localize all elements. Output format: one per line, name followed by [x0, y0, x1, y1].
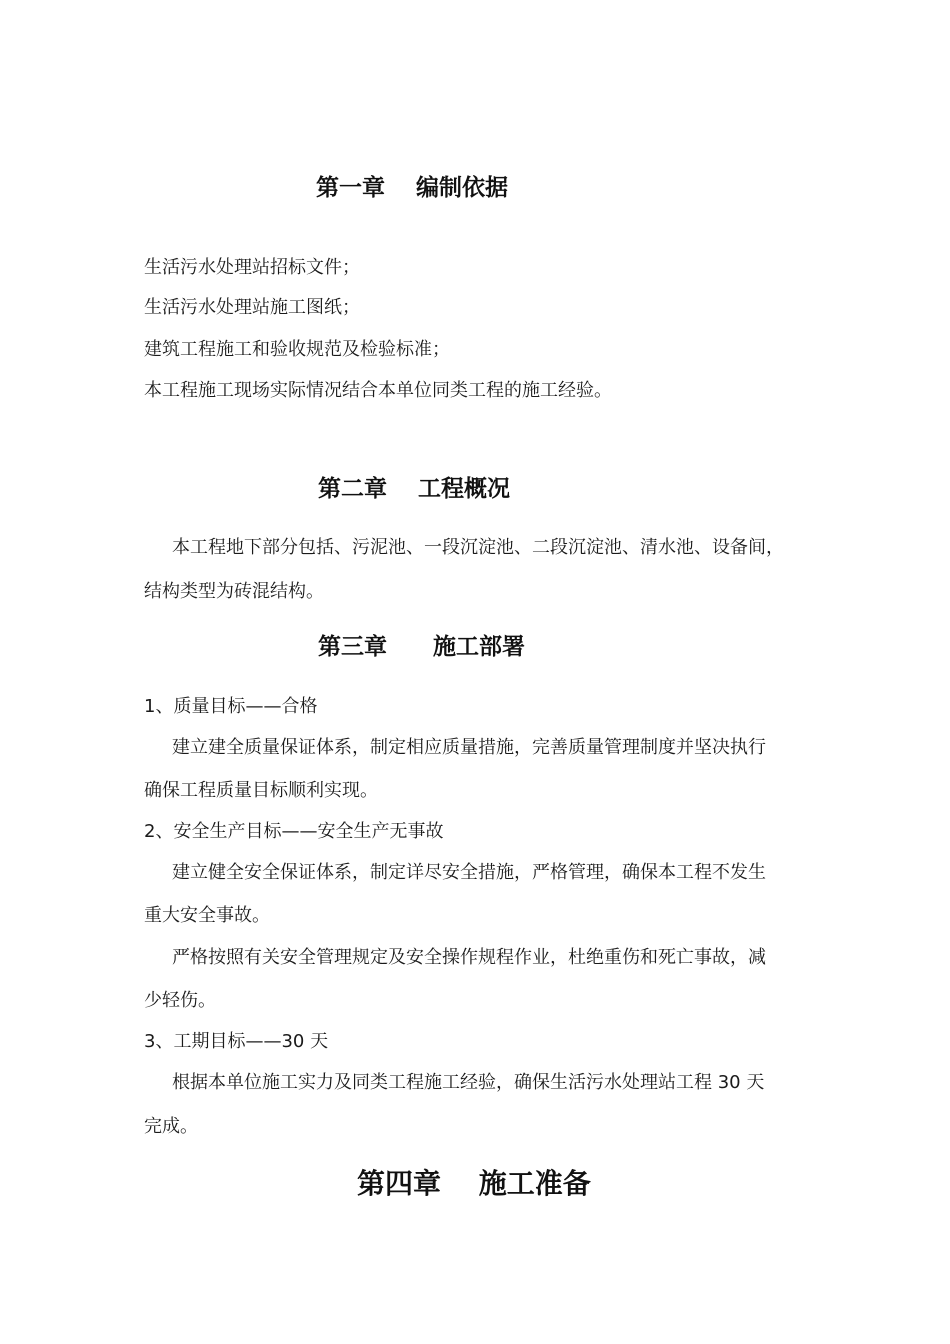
- chapter-3-line-11: 完成。: [144, 1116, 198, 1137]
- chapter-3-item-3: 3、工期目标——30 天: [144, 1031, 329, 1052]
- chapter-1-title: 第一章 编制依据: [316, 175, 509, 201]
- chapter-1-line-4: 本工程施工现场实际情况结合本单位同类工程的施工经验。: [144, 380, 612, 401]
- chapter-1-line-3: 建筑工程施工和验收规范及检验标准；: [144, 339, 450, 360]
- chapter-1-line-2: 生活污水处理站施工图纸；: [144, 297, 360, 318]
- chapter-2-title: 第二章 工程概况: [318, 476, 511, 502]
- chapter-3-line-3: 确保工程质量目标顺利实现。: [144, 780, 378, 801]
- chapter-2-line-1: 本工程地下部分包括、污泥池、一段沉淀池、二段沉淀池、清水池、设备间，: [172, 537, 784, 558]
- chapter-3-item-2: 2、安全生产目标——安全生产无事故: [144, 821, 444, 842]
- chapter-3-line-7: 严格按照有关安全管理规定及安全操作规程作业，杜绝重伤和死亡事故，减: [172, 947, 766, 968]
- chapter-2-line-2: 结构类型为砖混结构。: [144, 581, 324, 602]
- chapter-3-line-5: 建立健全安全保证体系，制定详尽安全措施，严格管理，确保本工程不发生: [172, 862, 766, 883]
- chapter-3-line-10: 根据本单位施工实力及同类工程施工经验，确保生活污水处理站工程 30 天: [172, 1072, 765, 1093]
- chapter-4-title: 第四章 施工准备: [357, 1167, 591, 1200]
- chapter-3-line-2: 建立建全质量保证体系，制定相应质量措施，完善质量管理制度并坚决执行: [172, 737, 766, 758]
- chapter-3-line-6: 重大安全事故。: [144, 905, 270, 926]
- chapter-3-line-8: 少轻伤。: [144, 990, 216, 1011]
- chapter-1-line-1: 生活污水处理站招标文件；: [144, 257, 360, 278]
- chapter-3-title: 第三章 施工部署: [318, 634, 525, 660]
- chapter-3-item-1: 1、质量目标——合格: [144, 696, 318, 717]
